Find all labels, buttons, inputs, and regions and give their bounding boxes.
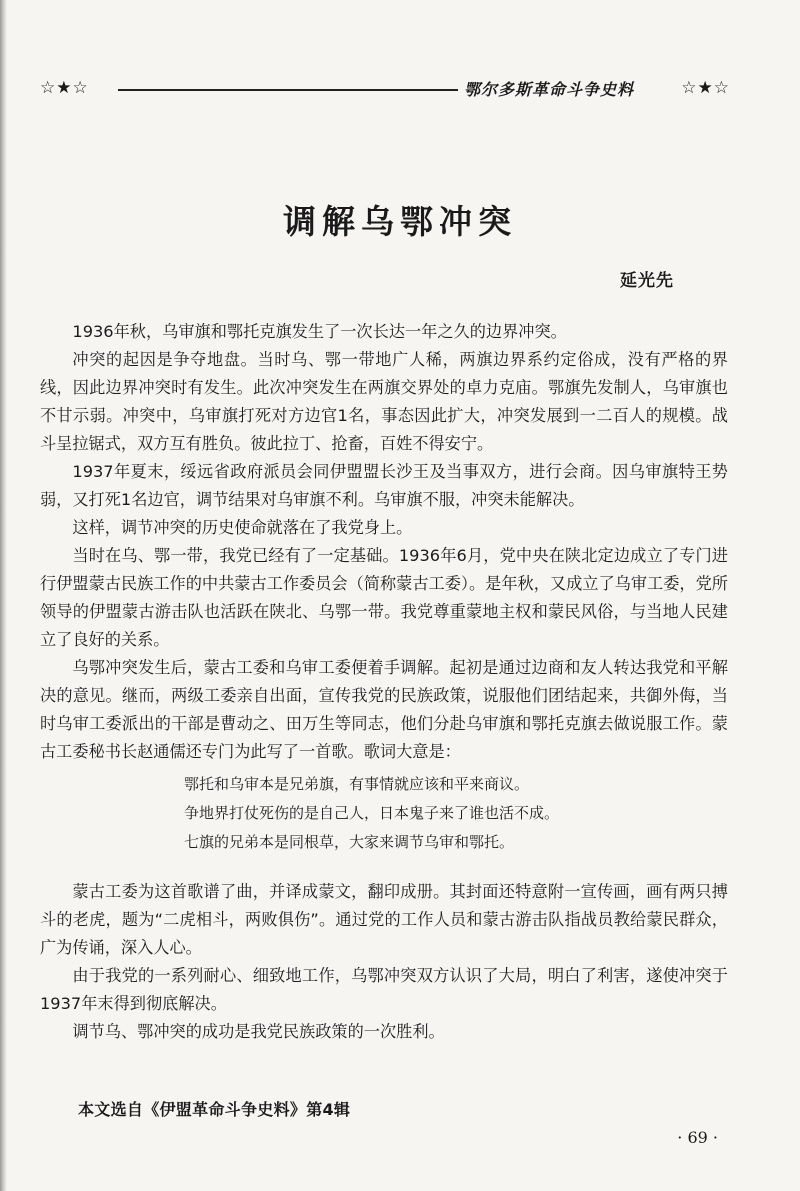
header-rule [118, 89, 458, 91]
lyric-line: 鄂托和乌审本是兄弟旗，有事情就应该和平来商议。 [184, 775, 530, 793]
header-stars-right: ☆★☆ [681, 78, 730, 98]
header-title: 鄂尔多斯革命斗争史料 [464, 80, 635, 99]
song-lyrics [184, 770, 744, 857]
lyric-line: 七旗的兄弟本是同根草，大家来调节乌审和鄂托。 [184, 833, 515, 851]
paragraph: 1936年秋，乌审旗和鄂托克旗发生了一次长达一年之久的边界冲突。 [72, 322, 567, 341]
paragraph: 调节乌、鄂冲突的成功是我党民族政策的一次胜利。 [72, 1022, 445, 1041]
page-number: · 69 · [677, 1128, 718, 1147]
paragraph: 1937年夏末，绥远省政府派员会同伊盟盟长沙王及当事双方，进行会商。因乌审旗特王势弱，又打死1名边官，调节结果对乌审旗不利。乌审旗不服，冲突未能解决。 [40, 462, 728, 509]
article-title: 调解乌鄂冲突 [283, 202, 517, 241]
paragraph: 乌鄂冲突发生后，蒙古工委和乌审工委便着手调解。起初是通过边商和友人转达我党和平解决的意见。继而，两级工委亲自出面，宣传我党的民族政策，说服他们团结起来，共御外侮，当时乌审工委派出的干部是曹动之、田万生等同志，他们分赴乌审旗和鄂托克旗去做说服工作。蒙古工委秘书长赵通儒还专门为此写了一首歌。歌词大意是： [40, 658, 728, 761]
scan-edge [0, 0, 7, 1191]
paragraph: 冲突的起因是争夺地盘。当时乌、鄂一带地广人稀，两旗边界系约定俗成，没有严格的界线，因此边界冲突时有发生。此次冲突发生在两旗交界处的卓力克庙。鄂旗先发制人，乌审旗也不甘示弱。冲突中，乌审旗打死对方边官1名，事态因此扩大，冲突发展到一二百人的规模。战斗呈拉锯式，双方互有胜负。彼此拉丁、抢畜，百姓不得安宁。 [40, 350, 728, 453]
header-stars-left: ☆★☆ [40, 78, 89, 98]
paragraph: 由于我党的一系列耐心、细致地工作，乌鄂冲突双方认识了大局，明白了利害，遂使冲突于1937年末得到彻底解决。 [40, 966, 728, 1013]
article-author: 延光先 [620, 271, 674, 291]
article-body [40, 318, 728, 766]
paragraph: 这样，调节冲突的历史使命就落在了我党身上。 [72, 518, 413, 537]
article-body-continued [40, 878, 728, 1046]
source-note: 本文选自《伊盟革命斗争史料》第4辑 [78, 1100, 351, 1119]
running-header [40, 72, 730, 102]
lyric-line: 争地界打仗死伤的是自己人，日本鬼子来了谁也活不成。 [184, 804, 560, 822]
paragraph: 当时在乌、鄂一带，我党已经有了一定基础。1936年6月，党中央在陕北定边成立了专门进行伊盟蒙古民族工作的中共蒙古工作委员会（简称蒙古工委）。是年秋，又成立了乌审工委，党所领导的伊盟蒙古游击队也活跃在陕北、乌鄂一带。我党尊重蒙地主权和蒙民风俗，与当地人民建立了良好的关系。 [40, 546, 728, 649]
paragraph: 蒙古工委为这首歌谱了曲，并译成蒙文，翻印成册。其封面还特意附一宣传画，画有两只搏斗的老虎，题为“二虎相斗，两败俱伤”。通过党的工作人员和蒙古游击队指战员教给蒙民群众，广为传诵，深入人心。 [40, 882, 728, 957]
